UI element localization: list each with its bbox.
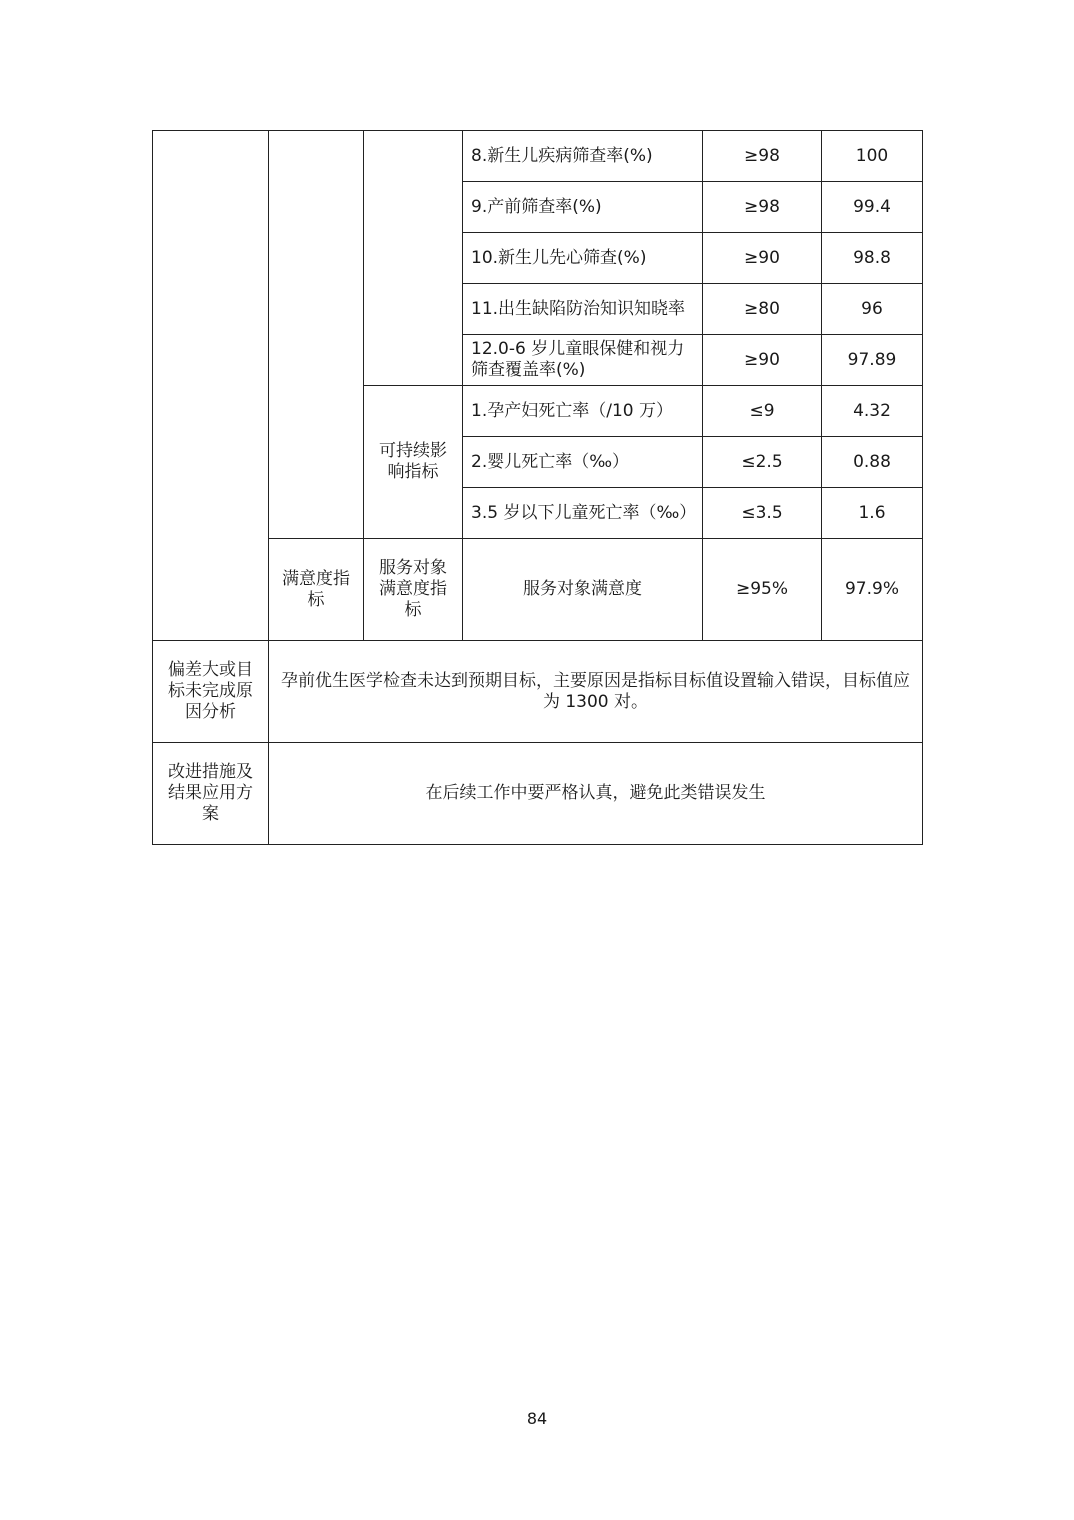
deviation-analysis-label: 偏差大或目标未完成原因分析 [153,641,269,743]
satisfaction-level3-label: 服务对象满意度指标 [364,539,463,641]
table-row [153,743,923,845]
page-number: 84 [526,1409,548,1428]
actual-value: 96 [822,284,923,335]
deviation-analysis-text: 孕前优生医学检查未达到预期目标，主要原因是指标目标值设置输入错误，目标值应为 1300 对。 [269,641,923,743]
target-value: ≥90 [703,335,822,386]
target-value: ≤9 [703,386,822,437]
indicator-name: 11.出生缺陷防治知识知晓率 [463,284,703,335]
actual-value: 0.88 [822,437,923,488]
table-row [153,539,923,641]
improvement-plan-text: 在后续工作中要严格认真，避免此类错误发生 [269,743,923,845]
actual-value: 4.32 [822,386,923,437]
indicator-name: 12.0-6 岁儿童眼保健和视力筛查覆盖率(%) [463,335,703,386]
indicator-name: 3.5 岁以下儿童死亡率（‰） [463,488,703,539]
actual-value: 99.4 [822,182,923,233]
actual-value: 1.6 [822,488,923,539]
actual-value: 97.89 [822,335,923,386]
table-row [153,641,923,743]
improvement-plan-label: 改进措施及结果应用方案 [153,743,269,845]
target-value: ≤3.5 [703,488,822,539]
table-row [153,131,923,182]
level3-category-cell [364,131,463,386]
actual-value: 97.9% [822,539,923,641]
sustainable-impact-label: 可持续影响指标 [364,386,463,539]
performance-indicator-table [152,130,923,845]
target-value: ≥95% [703,539,822,641]
target-value: ≥98 [703,131,822,182]
indicator-name: 1.孕产妇死亡率（/10 万） [463,386,703,437]
indicator-name: 10.新生儿先心筛查(%) [463,233,703,284]
level1-category-cell [153,131,269,641]
actual-value: 100 [822,131,923,182]
actual-value: 98.8 [822,233,923,284]
indicator-name: 8.新生儿疾病筛查率(%) [463,131,703,182]
level2-category-cell [269,131,364,539]
indicator-name: 2.婴儿死亡率（‰） [463,437,703,488]
target-value: ≥90 [703,233,822,284]
target-value: ≤2.5 [703,437,822,488]
target-value: ≥80 [703,284,822,335]
indicator-name: 9.产前筛查率(%) [463,182,703,233]
indicator-name: 服务对象满意度 [463,539,703,641]
target-value: ≥98 [703,182,822,233]
satisfaction-level2-label: 满意度指标 [269,539,364,641]
